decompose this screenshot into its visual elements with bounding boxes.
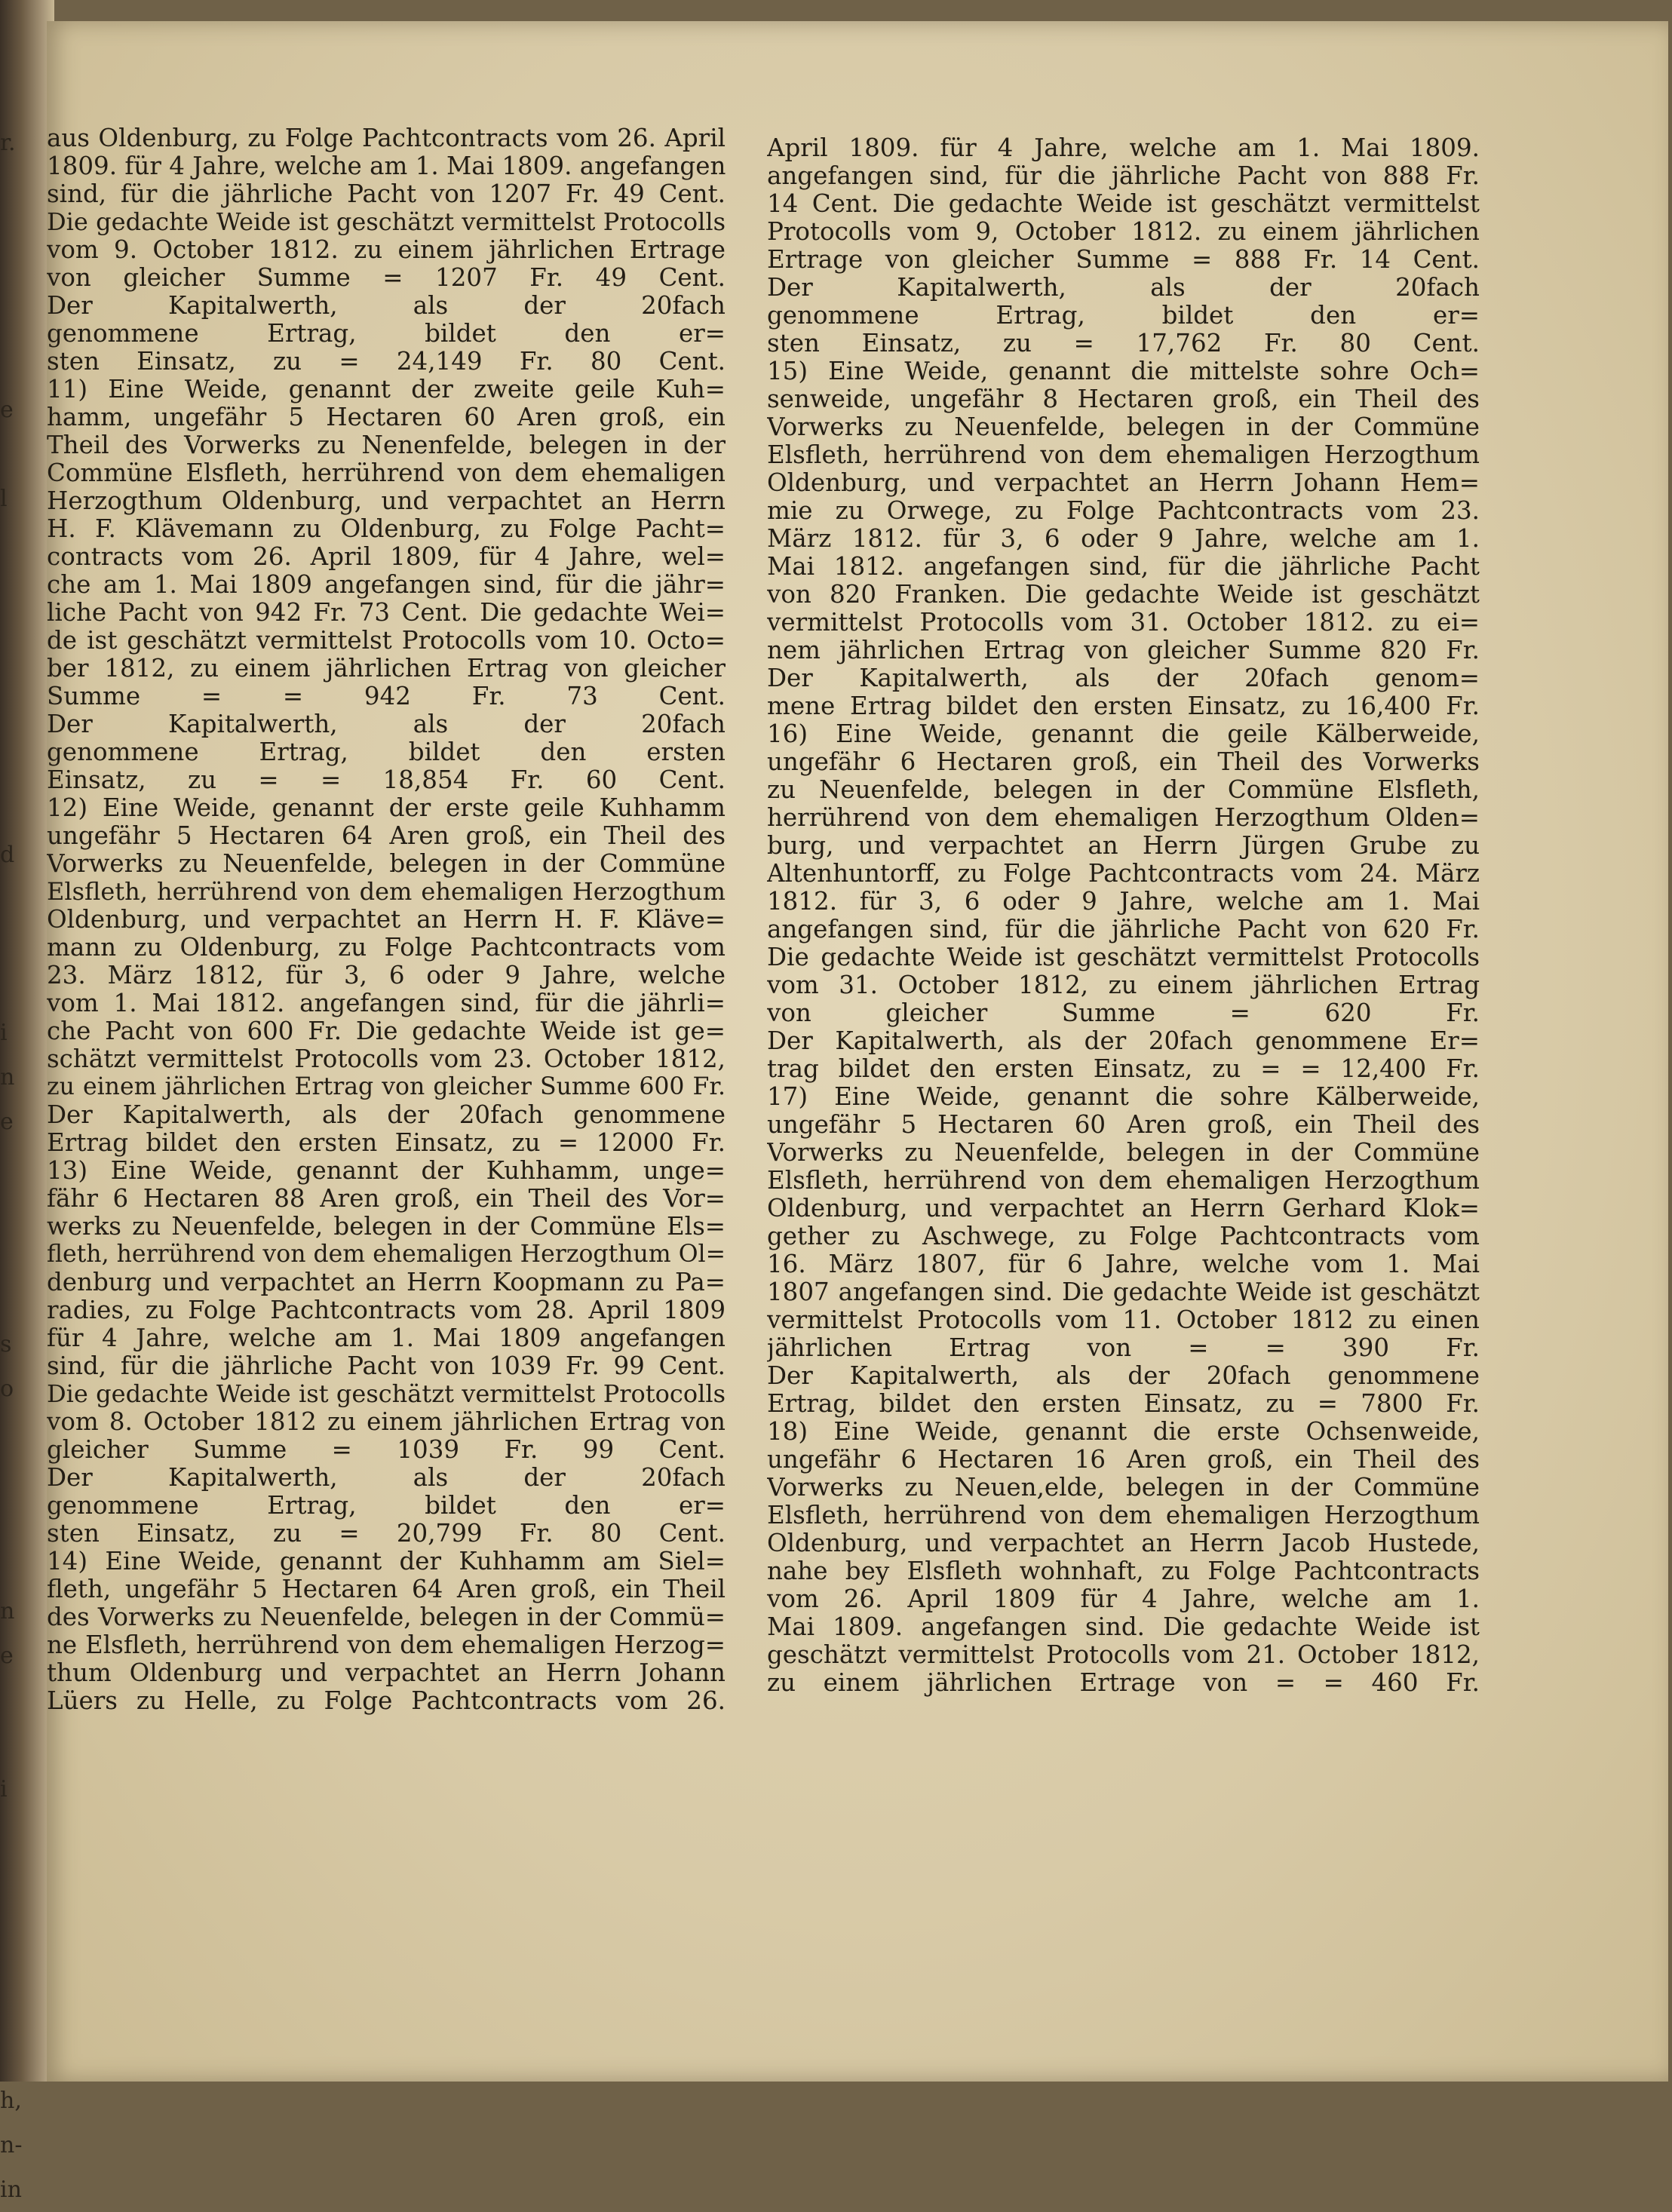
text-line: che am 1. Mai 1809 angefangen sind, für die jähr=	[47, 571, 726, 599]
text-line: vom 26. April 1809 für 4 Jahre, welche am 1.	[767, 1585, 1480, 1613]
text-line: fleth, ungefähr 5 Hectaren 64 Aren groß, ein Theil	[47, 1575, 726, 1603]
margin-fragment: e	[0, 1109, 14, 1135]
right-text-column	[767, 134, 1480, 1697]
text-line: Elsfleth, herrührend von dem ehemaligen Herzogthum	[47, 878, 726, 906]
text-line: des Vorwerks zu Neuenfelde, belegen in der Commü=	[47, 1603, 726, 1631]
margin-fragment	[0, 1411, 23, 1456]
text-line: sind, für die jährliche Pacht von 1039 Fr. 99 Cent.	[47, 1352, 726, 1380]
text-line: Elsfleth, herrührend von dem ehemaligen Herzogthum	[767, 1167, 1480, 1195]
margin-fragment	[0, 343, 23, 388]
text-line: genommene Ertrag, bildet den er=	[47, 320, 726, 348]
margin-fragment	[0, 566, 23, 610]
text-line: 17) Eine Weide, genannt die sohre Kälberweide,	[767, 1083, 1480, 1111]
margin-fragment	[0, 210, 23, 254]
margin-fragment	[0, 299, 23, 343]
text-line: ungefähr 5 Hectaren 60 Aren groß, ein Theil des	[767, 1111, 1480, 1139]
text-line: de ist geschätzt vermittelst Protocolls vom 10. Octo=	[47, 627, 726, 655]
text-line: werks zu Neuenfelde, belegen in der Commüne Els=	[47, 1213, 726, 1241]
margin-fragment	[0, 610, 23, 655]
margin-fragment: l	[0, 486, 8, 512]
previous-page-margin	[0, 121, 23, 2203]
text-line: che Pacht von 600 Fr. Die gedachte Weide ist ge=	[47, 1017, 726, 1045]
text-line: Summe = = 942 Fr. 73 Cent.	[47, 683, 726, 710]
margin-fragment	[0, 877, 23, 922]
text-line: Der Kapitalwerth, als der 20fach genommene	[47, 1101, 726, 1129]
text-line: April 1809. für 4 Jahre, welche am 1. Mai 1809.	[767, 134, 1480, 162]
text-line: Elsfleth, herrührend von dem ehemaligen Herzogthum	[767, 441, 1480, 469]
text-line: 18) Eine Weide, genannt die erste Ochsenweide,	[767, 1418, 1480, 1446]
text-line: 13) Eine Weide, genannt der Kuhhamm, unge=	[47, 1157, 726, 1185]
text-line: Ertrag, bildet den ersten Einsatz, zu = 7800 Fr.	[767, 1390, 1480, 1418]
margin-fragment	[0, 1144, 23, 1189]
margin-fragment	[0, 1678, 23, 1723]
text-line: jährlichen Ertrag von = = 390 Fr.	[767, 1334, 1480, 1362]
margin-fragment	[0, 699, 23, 744]
margin-fragment: e	[0, 1643, 14, 1669]
text-line: Elsfleth, herrührend von dem ehemaligen Herzogthum	[767, 1502, 1480, 1529]
text-line: hamm, ungefähr 5 Hectaren 60 Aren groß, ein	[47, 403, 726, 431]
text-line: vermittelst Protocolls vom 11. October 1812 zu einen	[767, 1306, 1480, 1334]
text-line: Lüers zu Helle, zu Folge Pachtcontracts vom 26.	[47, 1687, 726, 1715]
margin-fragment	[0, 1812, 23, 1856]
margin-fragment	[0, 922, 23, 966]
text-line: Oldenburg, und verpachtet an Herrn Johann Hem=	[767, 469, 1480, 497]
text-line: mene Ertrag bildet den ersten Einsatz, zu 16,400 Fr.	[767, 692, 1480, 720]
margin-fragment	[0, 1901, 23, 1945]
text-line: geschätzt vermittelst Protocolls vom 21. October 1812,	[767, 1641, 1480, 1669]
margin-fragment: d	[0, 842, 15, 868]
text-line: Vorwerks zu Neuenfelde, belegen in der Commüne	[767, 413, 1480, 441]
text-line: 16. März 1807, für 6 Jahre, welche vom 1. Mai	[767, 1250, 1480, 1278]
text-line: Oldenburg, und verpachtet an Herrn H. F. Kläve=	[47, 906, 726, 934]
margin-fragment: n	[0, 1064, 15, 1091]
text-line: nem jährlichen Ertrag von gleicher Summe 820 Fr.	[767, 637, 1480, 664]
margin-fragment	[0, 165, 23, 210]
text-line: ne Elsfleth, herrührend von dem ehemaligen Herzog=	[47, 1631, 726, 1659]
text-line: Altenhuntorff, zu Folge Pachtcontracts vom 24. März	[767, 860, 1480, 888]
text-line: von 820 Franken. Die gedachte Weide ist geschätzt	[767, 581, 1480, 609]
text-line: fähr 6 Hectaren 88 Aren groß, ein Theil des Vor=	[47, 1185, 726, 1213]
margin-fragment: n-	[0, 2132, 23, 2158]
margin-fragment: o	[0, 1376, 14, 1402]
text-line: Oldenburg, und verpachtet an Herrn Gerhard Klok=	[767, 1195, 1480, 1223]
text-line: Der Kapitalwerth, als der 20fach	[47, 1464, 726, 1492]
text-line: thum Oldenburg und verpachtet an Herrn Johann	[47, 1659, 726, 1687]
text-line: Die gedachte Weide ist geschätzt vermittelst Protocolls	[767, 943, 1480, 971]
text-line: Die gedachte Weide ist geschätzt vermittelst Protocolls	[47, 1380, 726, 1408]
text-line: Commüne Elsfleth, herrührend von dem ehemaligen	[47, 459, 726, 487]
text-line: fleth, herrührend von dem ehemaligen Herzogthum Ol=	[47, 1241, 726, 1268]
text-line: liche Pacht von 942 Fr. 73 Cent. Die gedachte Wei=	[47, 599, 726, 627]
text-line: 11) Eine Weide, genannt der zweite geile Kuh=	[47, 376, 726, 403]
margin-fragment	[0, 966, 23, 1011]
margin-fragment	[0, 1856, 23, 1901]
text-line: sten Einsatz, zu = 20,799 Fr. 80 Cent.	[47, 1520, 726, 1548]
text-line: Vorwerks zu Neuenfelde, belegen in der Commüne	[47, 850, 726, 878]
text-line: Mai 1812. angefangen sind, für die jährliche Pacht	[767, 553, 1480, 581]
text-line: Die gedachte Weide ist geschätzt vermittelst Protocolls	[47, 208, 726, 236]
text-line: mie zu Orwege, zu Folge Pachtcontracts vom 23.	[767, 497, 1480, 525]
margin-fragment	[0, 432, 23, 477]
text-line: vermittelst Protocolls vom 31. October 1812. zu ei=	[767, 609, 1480, 637]
text-line: herrührend von dem ehemaligen Herzogthum Olden=	[767, 804, 1480, 832]
text-line: sten Einsatz, zu = 17,762 Fr. 80 Cent.	[767, 330, 1480, 357]
margin-fragment	[0, 521, 23, 566]
margin-fragment: e	[0, 397, 14, 423]
margin-fragment	[0, 1456, 23, 1500]
text-line: H. F. Klävemann zu Oldenburg, zu Folge Pacht=	[47, 515, 726, 543]
text-line: 15) Eine Weide, genannt die mittelste sohre Och=	[767, 357, 1480, 385]
text-line: Vorwerks zu Neuenfelde, belegen in der Commüne	[767, 1139, 1480, 1167]
book-page	[47, 21, 1668, 2082]
text-line: contracts vom 26. April 1809, für 4 Jahre, wel=	[47, 543, 726, 571]
text-line: nahe bey Elsfleth wohnhaft, zu Folge Pachtcontracts	[767, 1557, 1480, 1585]
margin-fragment	[0, 1500, 23, 1545]
text-line: Oldenburg, und verpachtet an Herrn Jacob Hustede,	[767, 1529, 1480, 1557]
text-line: ungefähr 6 Hectaren groß, ein Theil des Vorwerks	[767, 748, 1480, 776]
text-line: Ertrage von gleicher Summe = 888 Fr. 14 Cent.	[767, 246, 1480, 274]
text-line: denburg und verpachtet an Herrn Koopmann zu Pa=	[47, 1269, 726, 1296]
text-line: Der Kapitalwerth, als der 20fach genom=	[767, 664, 1480, 692]
text-line: zu Neuenfelde, belegen in der Commüne Elsfleth,	[767, 776, 1480, 804]
text-line: genommene Ertrag, bildet den er=	[767, 302, 1480, 330]
margin-fragment: s	[0, 1331, 12, 1358]
margin-fragment: in	[0, 2177, 22, 2203]
margin-fragment	[0, 1723, 23, 1767]
text-line: Ertrag bildet den ersten Einsatz, zu = 12000 Fr.	[47, 1129, 726, 1157]
text-line: Herzogthum Oldenburg, und verpachtet an Herrn	[47, 487, 726, 515]
text-line: schätzt vermittelst Protocolls vom 23. October 1812,	[47, 1045, 726, 1073]
text-line: sten Einsatz, zu = 24,149 Fr. 80 Cent.	[47, 348, 726, 376]
text-line: 1807 angefangen sind. Die gedachte Weide ist geschätzt	[767, 1278, 1480, 1306]
margin-fragment: i	[0, 1776, 8, 1802]
text-line: sind, für die jährliche Pacht von 1207 Fr. 49 Cent.	[47, 180, 726, 208]
text-line: zu einem jährlichen Ertrage von = = 460 Fr.	[767, 1669, 1480, 1697]
text-line: angefangen sind, für die jährliche Pacht von 888 Fr.	[767, 162, 1480, 190]
margin-fragment	[0, 1545, 23, 1589]
text-line: gether zu Aschwege, zu Folge Pachtcontracts vom	[767, 1223, 1480, 1250]
text-line: vom 1. Mai 1812. angefangen sind, für die jährli=	[47, 989, 726, 1017]
text-line: mann zu Oldenburg, zu Folge Pachtcontracts vom	[47, 934, 726, 962]
text-line: senweide, ungefähr 8 Hectaren groß, ein Theil des	[767, 385, 1480, 413]
text-line: 12) Eine Weide, genannt der erste geile Kuhhamm	[47, 794, 726, 822]
text-line: radies, zu Folge Pachtcontracts vom 28. April 1809	[47, 1296, 726, 1324]
text-line: aus Oldenburg, zu Folge Pachtcontracts vom 26. April	[47, 124, 726, 152]
margin-fragment: h,	[0, 2088, 22, 2114]
text-line: Einsatz, zu = = 18,854 Fr. 60 Cent.	[47, 766, 726, 794]
margin-fragment	[0, 1189, 23, 1233]
text-line: ungefähr 5 Hectaren 64 Aren groß, ein Theil des	[47, 822, 726, 850]
text-line: genommene Ertrag, bildet den ersten	[47, 738, 726, 766]
margin-fragment	[0, 1945, 23, 1990]
margin-fragment	[0, 2034, 23, 2079]
text-line: Der Kapitalwerth, als der 20fach genommene	[767, 1362, 1480, 1390]
text-line: März 1812. für 3, 6 oder 9 Jahre, welche am 1.	[767, 525, 1480, 553]
margin-fragment: n	[0, 1598, 15, 1624]
text-line: Theil des Vorwerks zu Nenenfelde, belegen in der	[47, 431, 726, 459]
text-line: Vorwerks zu Neuen,elde, belegen in der Commüne	[767, 1474, 1480, 1502]
text-line: gleicher Summe = 1039 Fr. 99 Cent.	[47, 1436, 726, 1464]
text-line: Der Kapitalwerth, als der 20fach genommene Er=	[767, 1027, 1480, 1055]
text-line: zu einem jährlichen Ertrag von gleicher Summe 600 Fr.	[47, 1073, 726, 1100]
text-line: vom 8. October 1812 zu einem jährlichen Ertrag von	[47, 1408, 726, 1436]
margin-fragment: r.	[0, 130, 16, 156]
text-line: für 4 Jahre, welche am 1. Mai 1809 angefangen	[47, 1324, 726, 1352]
text-line: Der Kapitalwerth, als der 20fach	[47, 710, 726, 738]
text-line: ungefähr 6 Hectaren 16 Aren groß, ein Theil des	[767, 1446, 1480, 1474]
left-text-column	[47, 124, 726, 1715]
text-line: ber 1812, zu einem jährlichen Ertrag von gleicher	[47, 655, 726, 683]
margin-fragment	[0, 788, 23, 833]
text-line: angefangen sind, für die jährliche Pacht von 620 Fr.	[767, 916, 1480, 943]
text-line: Der Kapitalwerth, als der 20fach	[767, 274, 1480, 302]
text-line: 14) Eine Weide, genannt der Kuhhamm am Siel=	[47, 1548, 726, 1575]
text-line: burg, und verpachtet an Herrn Jürgen Grube zu	[767, 832, 1480, 860]
margin-fragment	[0, 254, 23, 299]
text-line: 1809. für 4 Jahre, welche am 1. Mai 1809. angefangen	[47, 152, 726, 180]
text-line: Protocolls vom 9, October 1812. zu einem jährlichen	[767, 218, 1480, 246]
text-line: Der Kapitalwerth, als der 20fach	[47, 292, 726, 320]
margin-fragment	[0, 1233, 23, 1278]
margin-fragment	[0, 655, 23, 699]
text-line: Mai 1809. angefangen sind. Die gedachte Weide ist	[767, 1613, 1480, 1641]
text-line: 1812. für 3, 6 oder 9 Jahre, welche am 1. Mai	[767, 888, 1480, 916]
text-line: vom 31. October 1812, zu einem jährlichen Ertrag	[767, 971, 1480, 999]
margin-fragment: i	[0, 1020, 8, 1046]
margin-fragment	[0, 744, 23, 788]
text-line: von gleicher Summe = 620 Fr.	[767, 999, 1480, 1027]
text-line: genommene Ertrag, bildet den er=	[47, 1492, 726, 1520]
text-line: von gleicher Summe = 1207 Fr. 49 Cent.	[47, 264, 726, 292]
text-line: 14 Cent. Die gedachte Weide ist geschätzt vermittelst	[767, 190, 1480, 218]
text-line: 16) Eine Weide, genannt die geile Kälberweide,	[767, 720, 1480, 748]
text-line: vom 9. October 1812. zu einem jährlichen Ertrage	[47, 236, 726, 264]
text-line: trag bildet den ersten Einsatz, zu = = 12,400 Fr.	[767, 1055, 1480, 1083]
text-line: 23. März 1812, für 3, 6 oder 9 Jahre, welche	[47, 962, 726, 989]
margin-fragment	[0, 1990, 23, 2034]
margin-fragment	[0, 1278, 23, 1322]
